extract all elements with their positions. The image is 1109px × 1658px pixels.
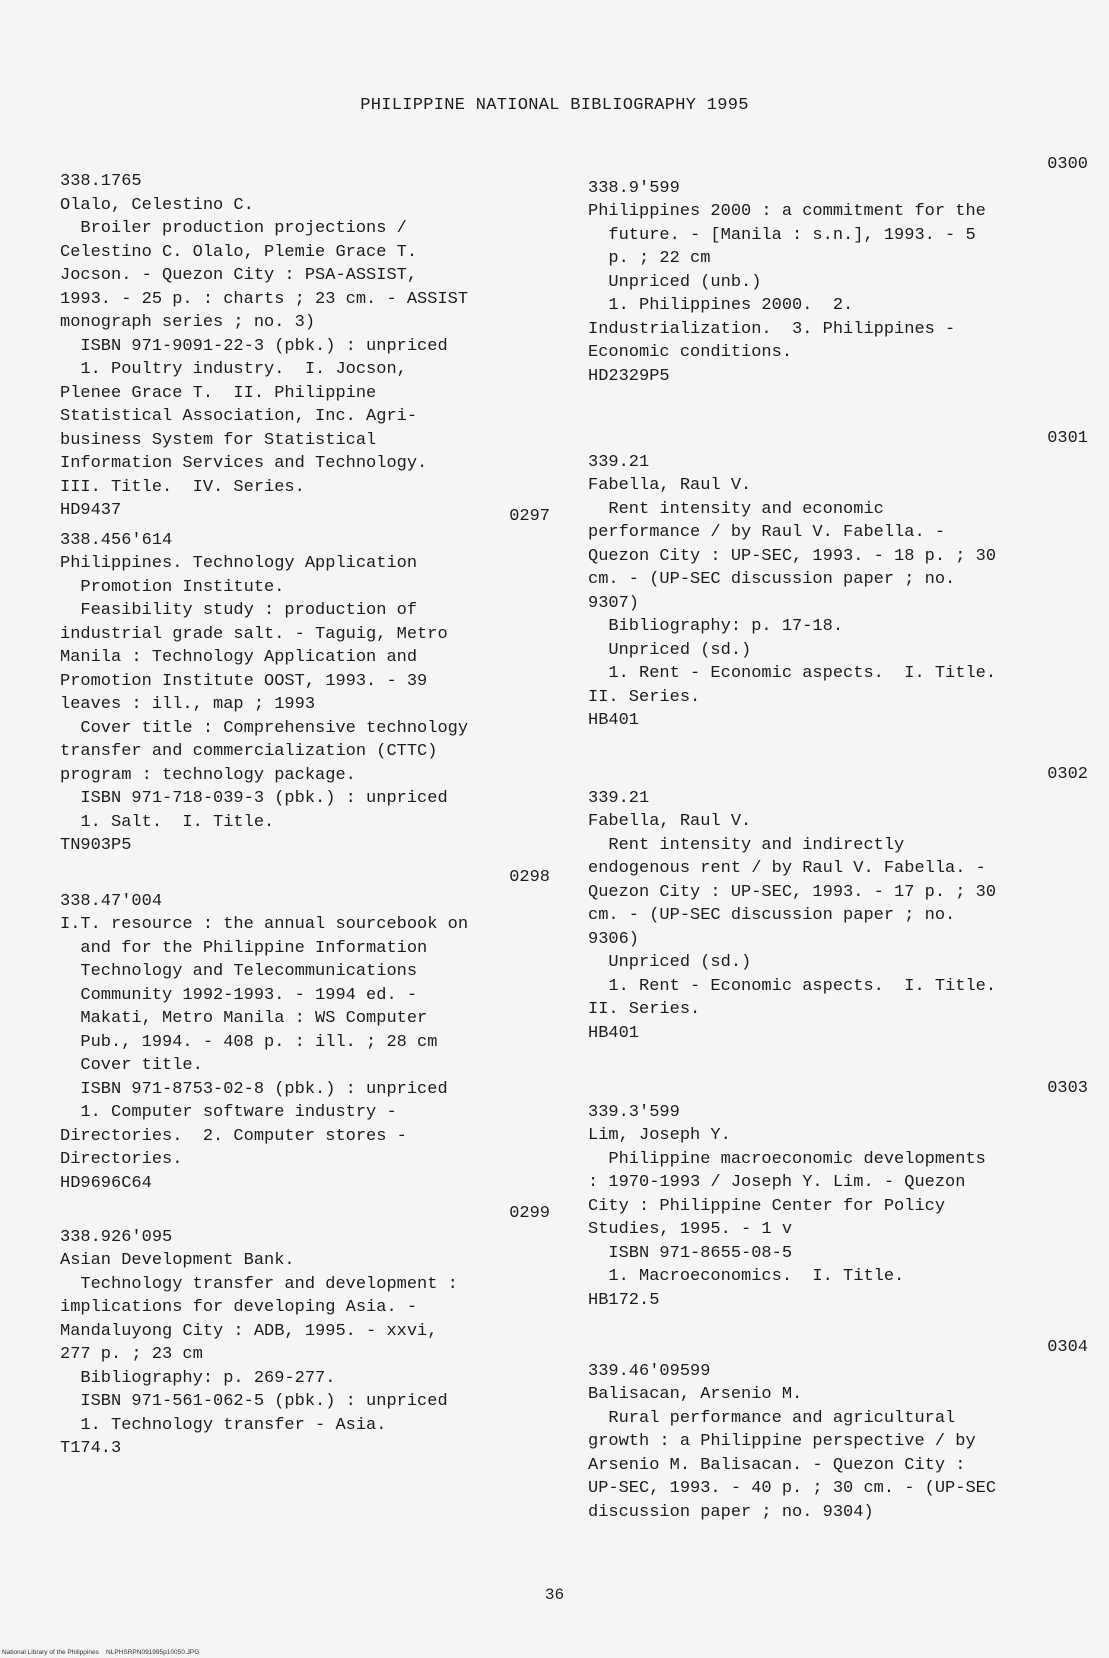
entry-line: Directories. [60,1150,183,1169]
entry-line: Unpriced (sd.) [588,953,752,972]
entry-line: Bibliography: p. 269-277. [60,1368,336,1388]
bib-entry [60,866,550,1195]
entry-line: Philippines 2000 : a commitment for the [588,202,986,221]
entry-line: Jocson. - Quezon City : PSA-ASSIST, [60,266,418,285]
entry-line: 1. Rent - Economic aspects. I. Title. [588,976,997,996]
bib-entry [588,763,1088,1045]
entry-number: 0302 [1047,765,1088,784]
entry-number: 0300 [1047,155,1088,174]
entry-line: Cover title : Comprehensive technology [60,718,469,738]
entry-line: endogenous rent / by Raul V. Fabella. - [588,859,986,878]
entry-line: UP-SEC, 1993. - 40 p. ; 30 cm. - (UP-SEC [588,1479,997,1498]
entry-line: Rent intensity and indirectly [588,835,905,855]
bib-entry [588,153,1088,388]
entry-line: industrial grade salt. - Taguig, Metro [60,624,448,644]
entry-line: Asian Development Bank. [60,1251,295,1270]
entry-line: 338.456'614 [60,530,173,550]
entry-line: 1. Technology transfer - Asia. [60,1415,387,1435]
entry-line: HB172.5 [588,1290,660,1310]
entry-number: 0299 [509,1204,550,1223]
entry-line: business System for Statistical [60,430,377,450]
entry-line: II. Series. [588,687,701,707]
entry-number: 0301 [1047,429,1088,448]
entry-line: Industrialization. 3. Philippines - [588,319,956,339]
entry-line: Mandaluyong City : ADB, 1995. - xxvi, [60,1321,438,1341]
entry-line: 1. Salt. I. Title. [60,812,275,832]
entry-line: TN903P5 [60,836,132,855]
entry-line: T174.3 [60,1439,122,1458]
entry-line: Community 1992-1993. - 1994 ed. - [60,985,418,1005]
entry-line: Studies, 1995. - 1 v [588,1220,793,1239]
entry-line: cm. - (UP-SEC discussion paper ; no. [588,906,956,925]
bib-entry [588,427,1088,733]
entry-line: HD9696C64 [60,1173,152,1193]
entry-line: Quezon City : UP-SEC, 1993. - 17 p. ; 30 [588,882,997,902]
page-title: PHILIPPINE NATIONAL BIBLIOGRAPHY 1995 [360,96,749,115]
entry-line: ISBN 971-718-039-3 (pbk.) : unpriced [60,789,448,808]
entry-line: City : Philippine Center for Policy [588,1196,946,1216]
entry-number: 0303 [1047,1079,1088,1098]
entry-line: Arsenio M. Balisacan. - Quezon City : [588,1455,966,1475]
scan-credit: National Library of the Philippines NLPHSRPN091995p10050.JPG [2,1649,200,1656]
entry-line: Olalo, Celestino C. [60,195,254,215]
entry-line: Philippines. Technology Application [60,554,418,573]
entry-line: Philippine macroeconomic developments [588,1149,986,1169]
entry-line: Statistical Association, Inc. Agri- [60,407,418,426]
entry-line: growth : a Philippine perspective / by [588,1432,976,1451]
entry-line: Information Services and Technology. [60,454,428,473]
entry-line: Lim, Joseph Y. [588,1126,731,1145]
entry-line: Quezon City : UP-SEC, 1993. - 18 p. ; 30 [588,546,997,566]
entry-line: I.T. resource : the annual sourcebook on [60,915,469,934]
entry-line: Technology transfer and development : [60,1274,458,1294]
entry-line: ISBN 971-8753-02-8 (pbk.) : unpriced [60,1079,448,1099]
entry-number: 0297 [509,507,550,526]
entry-line: ISBN 971-8655-08-5 [588,1243,793,1263]
entry-line: p. ; 22 cm [588,249,711,268]
entry-line: Pub., 1994. - 408 p. : ill. ; 28 cm [60,1032,438,1052]
entry-line: 338.1765 [60,172,142,191]
entry-line: Fabella, Raul V. [588,812,752,831]
bib-entry [60,1202,550,1461]
entry-line: 1. Poultry industry. I. Jocson, [60,360,407,379]
entry-line: Cover title. [60,1056,203,1075]
bib-entry [60,505,550,858]
entry-line: III. Title. IV. Series. [60,477,305,497]
entry-line: HB401 [588,711,640,730]
entry-line: 277 p. ; 23 cm [60,1345,203,1364]
entry-line: 338.47'004 [60,891,163,911]
entry-line: 339.3'599 [588,1102,680,1122]
entry-line: 9307) [588,593,640,613]
entry-line: future. - [Manila : s.n.], 1993. - 5 [588,225,976,245]
entry-line: 9306) [588,929,640,949]
entry-line: 1. Computer software industry - [60,1103,397,1122]
entry-line: ISBN 971-561-062-5 (pbk.) : unpriced [60,1392,448,1411]
entry-line: Feasibility study : production of [60,601,418,620]
entry-line: performance / by Raul V. Fabella. - [588,523,946,542]
entry-line: 1. Philippines 2000. 2. [588,296,854,315]
entry-line: HD2329P5 [588,366,670,386]
entry-line: Rent intensity and economic [588,499,884,519]
entry-line: Fabella, Raul V. [588,476,752,495]
entry-line: Directories. 2. Computer stores - [60,1126,407,1146]
entry-number: 0304 [1047,1338,1088,1357]
entry-line: discussion paper ; no. 9304) [588,1502,874,1522]
entry-number: 0298 [509,868,550,887]
entry-line: ISBN 971-9091-22-3 (pbk.) : unpriced [60,336,448,356]
entry-line: 1. Macroeconomics. I. Title. [588,1267,905,1286]
entry-line: Balisacan, Arsenio M. [588,1385,803,1404]
entry-line: 339.21 [588,452,650,472]
entry-line: Bibliography: p. 17-18. [588,617,844,636]
entry-line: monograph series ; no. 3) [60,313,316,332]
entry-line: 339.21 [588,788,650,808]
entry-line: Unpriced (sd.) [588,640,752,660]
entry-line: implications for developing Asia. - [60,1298,418,1317]
entry-line: 338.9'599 [588,178,680,198]
entry-line: cm. - (UP-SEC discussion paper ; no. [588,570,956,589]
entry-line: Manila : Technology Application and [60,648,418,667]
bib-entry [588,1077,1088,1312]
entry-line: Plenee Grace T. II. Philippine [60,383,377,403]
entry-line: Celestino C. Olalo, Plemie Grace T. [60,242,418,262]
entry-line: Rural performance and agricultural [588,1408,956,1428]
bib-entry [60,170,550,523]
entry-line: HD9437 [60,501,122,520]
entry-line: program : technology package. [60,765,356,785]
entry-line: Broiler production projections / [60,219,407,238]
entry-line: Promotion Institute. [60,577,285,597]
entry-line: 1. Rent - Economic aspects. I. Title. [588,664,997,683]
entry-line: Economic conditions. [588,343,793,362]
bib-entry [588,1336,1088,1524]
page-number: 36 [544,1586,565,1604]
entry-line: Promotion Institute OOST, 1993. - 39 [60,671,428,691]
entry-line: transfer and commercialization (CTTC) [60,742,438,761]
entry-line: Technology and Telecommunications [60,962,418,981]
entry-line: and for the Philippine Information [60,938,428,958]
entry-line: leaves : ill., map ; 1993 [60,695,316,714]
entry-line: II. Series. [588,1000,701,1019]
entry-line: : 1970-1993 / Joseph Y. Lim. - Quezon [588,1173,966,1192]
entry-line: 338.926'095 [60,1227,173,1247]
entry-line: 339.46'09599 [588,1361,711,1381]
entry-line: HB401 [588,1023,640,1043]
entry-line: 1993. - 25 p. : charts ; 23 cm. - ASSIST [60,289,469,309]
entry-line: Makati, Metro Manila : WS Computer [60,1009,428,1028]
entry-line: Unpriced (unb.) [588,272,762,292]
